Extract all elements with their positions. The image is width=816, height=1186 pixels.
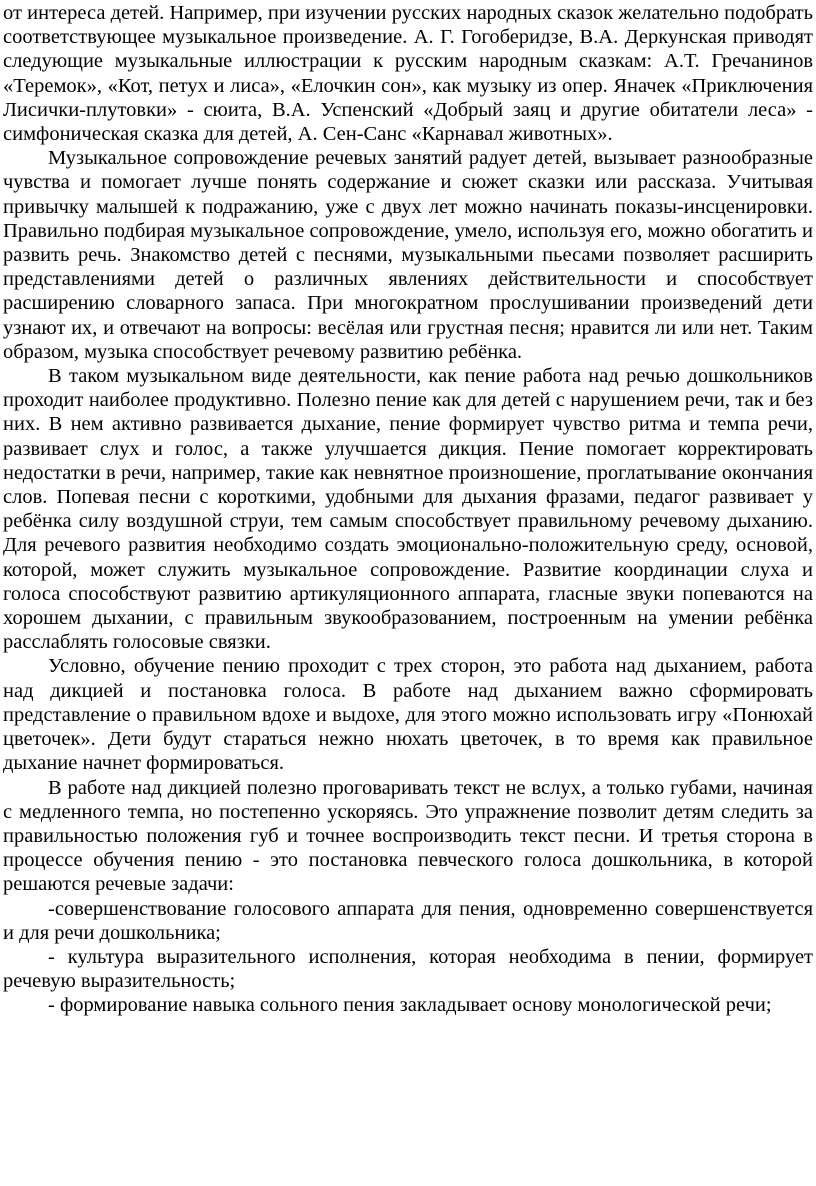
paragraph-music-accompaniment: Музыкальное сопровождение речевых занятий радует детей, вызывает разнообразные чувства и помогает лучше понять содержание и сюжет сказки или рассказа. Учитывая привычку малышей к подражанию, уже с двух лет можно начинать показы-инсценировки. Правильно подбирая музыкальное сопровождение, умело, используя его, можно обогатить и развить речь. Знакомство детей с песнями, музыкальными пьесами позволяет расширить представлениями детей о различных явлениях действительности и способствует расширению словарного запаса. При многократном прослушивании произведений дети узнают их, и отвечают на вопросы: весёлая или грустная песня; нравится ли или нет. Таким образом, музыка способствует речевому развитию ребёнка. [3, 147, 813, 363]
paragraph-continuation: от интереса детей. Например, при изучении русских народных сказок желательно подобрать соответствующее музыкальное произведение. А. Г. Гогоберидзе, В.А. Деркунская приводят следующие музыкальные иллюстрации к русским народным сказкам: А.Т. Гречанинов «Теремок», «Кот, петух и лиса», «Елочкин сон», как музыку из опер. Яначек «Приключения Лисички-плутовки» - сюита, В.А. Успенский «Добрый заяц и другие обитатели леса» - симфоническая сказка для детей, А. Сен-Санс «Карнавал животных». [3, 2, 813, 146]
list-item: - культура выразительного исполнения, которая необходима в пении, формирует речевую выразительность; [3, 945, 813, 993]
paragraph-three-sides: Условно, обучение пению проходит с трех сторон, это работа над дыханием, работа над дикцией и постановка голоса. В работе над дыханием важно сформировать представление о правильном вдохе и выдохе, для этого можно использовать игру «Понюхай цветочек». Дети будут стараться нежно нюхать цветочек, в то время как правильное дыхание начнет формироваться. [3, 655, 813, 775]
document-page [3, 1, 813, 1018]
paragraph-diction: В работе над дикцией полезно проговаривать текст не вслух, а только губами, начиная с медленного темпа, но постепенно ускоряясь. Это упражнение позволит детям следить за правильностью положения губ и точнее воспроизводить текст песни. И третья сторона в процессе обучения пению - это постановка певческого голоса дошкольника, в которой решаются речевые задачи: [3, 776, 813, 896]
paragraph-singing: В таком музыкальном виде деятельности, как пение работа над речью дошкольников проходит наиболее продуктивно. Полезно пение как для детей с нарушением речи, так и без них. В нем активно развивается дыхание, пение формирует чувство ритма и темпа речи, развивает слух и голос, а также улучшается дикция. Пение помогает корректировать недостатки в речи, например, такие как невнятное произношение, проглатывание окончания слов. Попевая песни с короткими, удобными для дыхания фразами, педагог развивает у ребёнка силу воздушной струи, тем самым способствует правильному речевому дыханию. Для речевого развития необходимо создать эмоционально-положительную среду, основой, которой, может служить музыкальное сопровождение. Развитие координации слуха и голоса способствуют развитию артикуляционного аппарата, гласные звуки попеваются на хорошем дыхании, с правильным звукообразованием, построенным на умении ребёнка расслаблять голосовые связки. [3, 365, 813, 654]
list-item: - формирование навыка сольного пения закладывает основу монологической речи; [48, 994, 772, 1017]
list-item: -совершенствование голосового аппарата для пения, одновременно совершенствуется и для речи дошкольника; [3, 897, 813, 944]
